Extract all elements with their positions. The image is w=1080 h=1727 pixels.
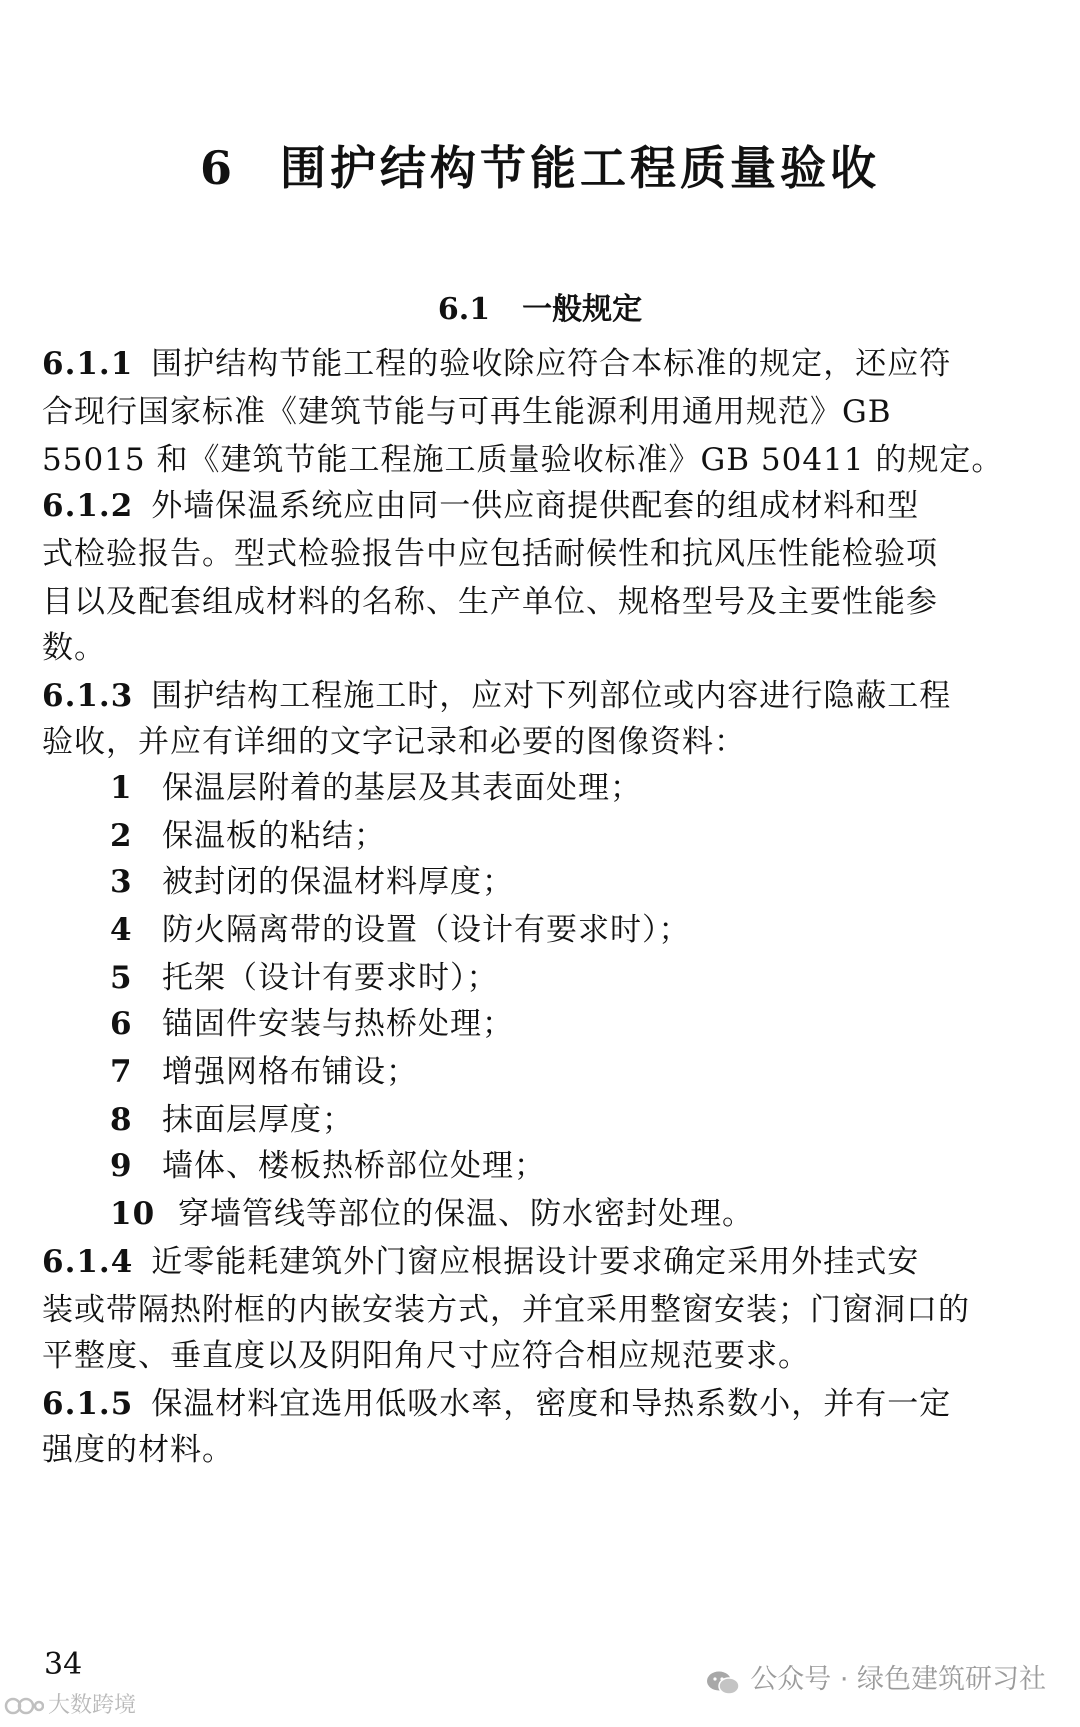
clause-6-1-1-line-1	[42, 342, 951, 386]
list-item-text: 墙体、楼板热桥部位处理；	[162, 1148, 546, 1184]
clause-6-1-1-line-3: 55015 和《建筑节能工程施工质量验收标准》GB 50411 的规定。	[42, 442, 1004, 478]
list-item	[110, 766, 642, 810]
list-item-text: 防火隔离带的设置（设计有要求时）；	[162, 912, 691, 948]
clause-6-1-2-line-3: 目以及配套组成材料的名称、生产单位、规格型号及主要性能参	[42, 584, 938, 620]
list-item	[110, 1050, 418, 1094]
list-item-number: 8	[110, 1102, 133, 1138]
list-item	[110, 814, 386, 858]
clause-text: 近零能耗建筑外门窗应根据设计要求确定采用外挂式安	[151, 1244, 920, 1280]
clause-6-1-5-line-1	[42, 1382, 951, 1426]
watermark-account	[706, 1660, 1046, 1700]
clause-6-1-4-line-2: 装或带隔热附框的内嵌安装方式，并宜采用整窗安装；门窗洞口的	[42, 1292, 970, 1328]
list-item-number: 1	[110, 770, 133, 806]
watermark-account-text: 公众号 · 绿色建筑研习社	[750, 1664, 1046, 1695]
list-item	[110, 860, 514, 904]
clause-6-1-2-line-2: 式检验报告。型式检验报告中应包括耐候性和抗风压性能检验项	[42, 536, 938, 572]
clause-text: 围护结构工程施工时，应对下列部位或内容进行隐蔽工程	[151, 678, 952, 714]
clause-6-1-5-line-2: 强度的材料。	[42, 1432, 234, 1468]
chapter-title-text: 围护结构节能工程质量验收	[280, 141, 880, 195]
clause-text: 保温材料宜选用低吸水率，密度和导热系数小，并有一定	[151, 1386, 952, 1422]
list-item-number: 2	[110, 818, 133, 854]
clause-number: 6.1.2	[42, 488, 134, 524]
clause-6-1-2-line-1	[42, 484, 919, 528]
list-item-text: 被封闭的保温材料厚度；	[162, 864, 514, 900]
brand-logo-icon	[4, 1695, 44, 1717]
list-item-number: 6	[110, 1006, 133, 1042]
watermark-brand	[4, 1690, 136, 1722]
list-item	[110, 1002, 514, 1046]
clause-6-1-1-line-2: 合现行国家标准《建筑节能与可再生能源利用通用规范》GB	[42, 394, 892, 430]
clause-6-1-3-line-1	[42, 674, 951, 718]
list-item-text: 增强网格布铺设；	[162, 1054, 418, 1090]
list-item-number: 7	[110, 1054, 133, 1090]
list-item	[110, 956, 499, 1000]
list-item-number: 5	[110, 960, 133, 996]
section-title-text: 一般规定	[522, 292, 643, 327]
list-item-number: 9	[110, 1148, 133, 1184]
section-title	[0, 288, 1080, 332]
list-item	[110, 908, 691, 952]
clause-6-1-2-line-4: 数。	[42, 630, 106, 666]
section-number: 6.1	[437, 292, 491, 327]
chapter-title	[0, 138, 1080, 198]
list-item	[110, 1192, 754, 1236]
clause-number: 6.1.1	[42, 346, 134, 382]
wechat-icon	[706, 1668, 740, 1694]
clause-6-1-3-line-2: 验收，并应有详细的文字记录和必要的图像资料：	[42, 724, 746, 760]
list-item-text: 保温层附着的基层及其表面处理；	[162, 770, 642, 806]
list-item	[110, 1098, 354, 1142]
chapter-number: 6	[199, 141, 236, 195]
page-number: 34	[44, 1647, 83, 1682]
list-item	[110, 1144, 546, 1188]
list-item-number: 3	[110, 864, 133, 900]
clause-text: 外墙保温系统应由同一供应商提供配套的组成材料和型	[151, 488, 920, 524]
list-item-text: 穿墙管线等部位的保温、防水密封处理。	[178, 1196, 754, 1232]
clause-text: 围护结构节能工程的验收除应符合本标准的规定，还应符	[151, 346, 952, 382]
list-item-text: 锚固件安装与热桥处理；	[162, 1006, 514, 1042]
clause-number: 6.1.4	[42, 1244, 134, 1280]
clause-number: 6.1.3	[42, 678, 134, 714]
list-item-text: 保温板的粘结；	[162, 818, 386, 854]
clause-6-1-4-line-1	[42, 1240, 919, 1284]
list-item-text: 托架（设计有要求时）；	[162, 960, 499, 996]
clause-number: 6.1.5	[42, 1386, 134, 1422]
list-item-number: 4	[110, 912, 133, 948]
watermark-brand-text: 大数跨境	[48, 1693, 137, 1718]
list-item-number: 10	[110, 1196, 156, 1232]
clause-6-1-4-line-3: 平整度、垂直度以及阴阳角尺寸应符合相应规范要求。	[42, 1338, 810, 1374]
list-item-text: 抹面层厚度；	[162, 1102, 354, 1138]
